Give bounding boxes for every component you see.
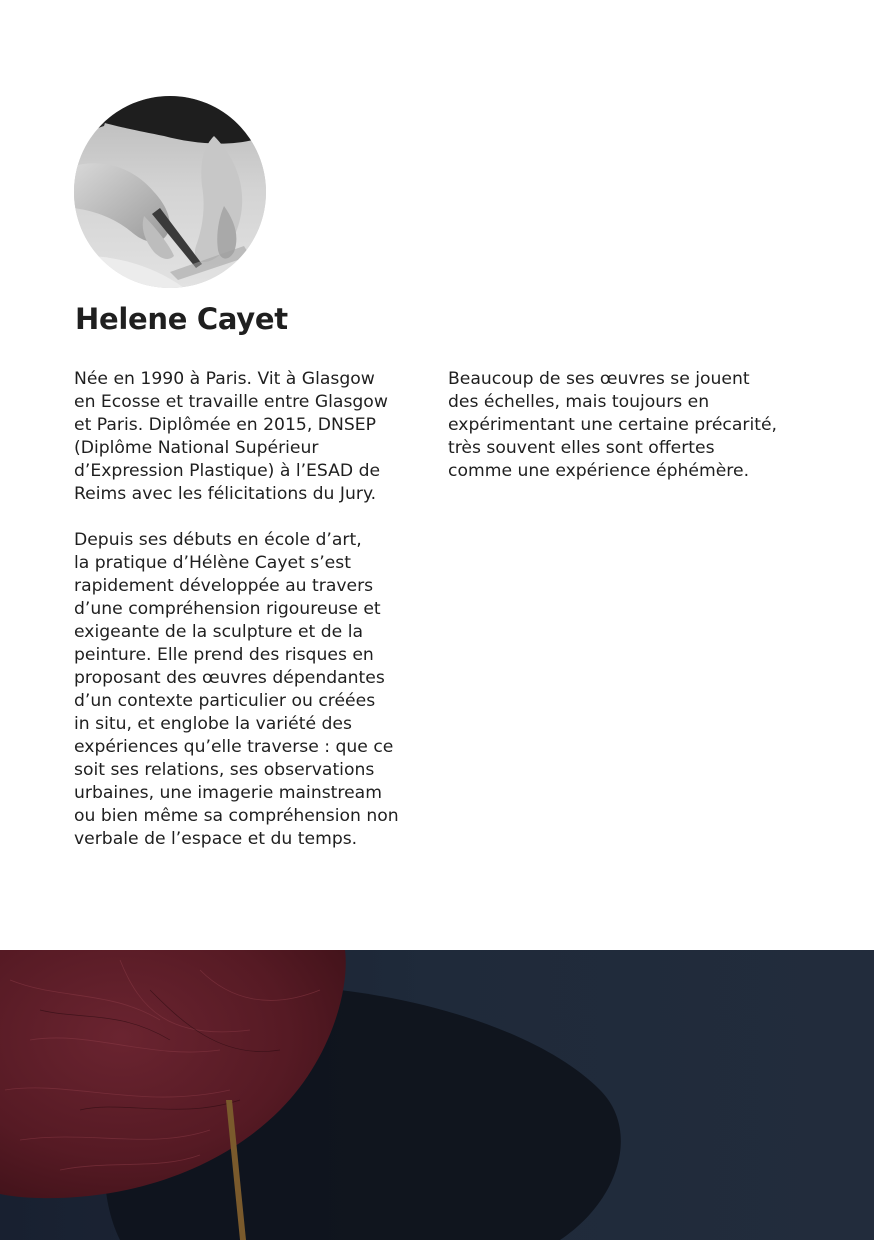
bio-line: peinture. Elle prend des risques en [74,645,374,665]
bio-line: d’Expression Plastique) à l’ESAD de [74,461,381,481]
bio-line: très souvent elles sont offertes [448,438,715,458]
artist-portrait-photo [74,96,266,288]
bio-paragraph-3 [448,368,808,483]
bio-line: soit ses relations, ses observations [74,760,375,780]
bio-line: rapidement développée au travers [74,576,374,596]
bio-line: in situ, et englobe la variété des [74,714,352,734]
bio-paragraph-1 [74,368,426,506]
artwork-image [0,950,874,1240]
bio-line: urbaines, une imagerie mainstream [74,783,382,803]
bio-line: expérimentant une certaine précarité, [448,415,778,435]
artist-name: Helene Cayet [75,302,288,336]
bio-line: d’un contexte particulier ou créées [74,691,376,711]
bio-column-left [74,368,426,851]
bio-line: ou bien même sa compréhension non [74,806,399,826]
bio-line: comme une expérience éphémère. [448,461,750,481]
bio-line: et Paris. Diplômée en 2015, DNSEP [74,415,377,435]
artwork-photo-banner [0,950,874,1240]
bio-line: proposant des œuvres dépendantes [74,668,385,688]
portrait-image [74,96,266,288]
bio-paragraph-2 [74,529,426,851]
bio-line: Reims avec les félicitations du Jury. [74,484,377,504]
bio-column-right [448,368,808,483]
bio-line: Beaucoup de ses œuvres se jouent [448,369,750,389]
bio-line: Née en 1990 à Paris. Vit à Glasgow [74,369,375,389]
bio-line: en Ecosse et travaille entre Glasgow [74,392,388,412]
bio-line: la pratique d’Hélène Cayet s’est [74,553,351,573]
bio-line: des échelles, mais toujours en [448,392,710,412]
bio-line: expériences qu’elle traverse : que ce [74,737,394,757]
bio-line: d’une compréhension rigoureuse et [74,599,381,619]
bio-line: verbale de l’espace et du temps. [74,829,358,849]
bio-line: Depuis ses débuts en école d’art, [74,530,362,550]
bio-line: (Diplôme National Supérieur [74,438,319,458]
bio-line: exigeante de la sculpture et de la [74,622,363,642]
